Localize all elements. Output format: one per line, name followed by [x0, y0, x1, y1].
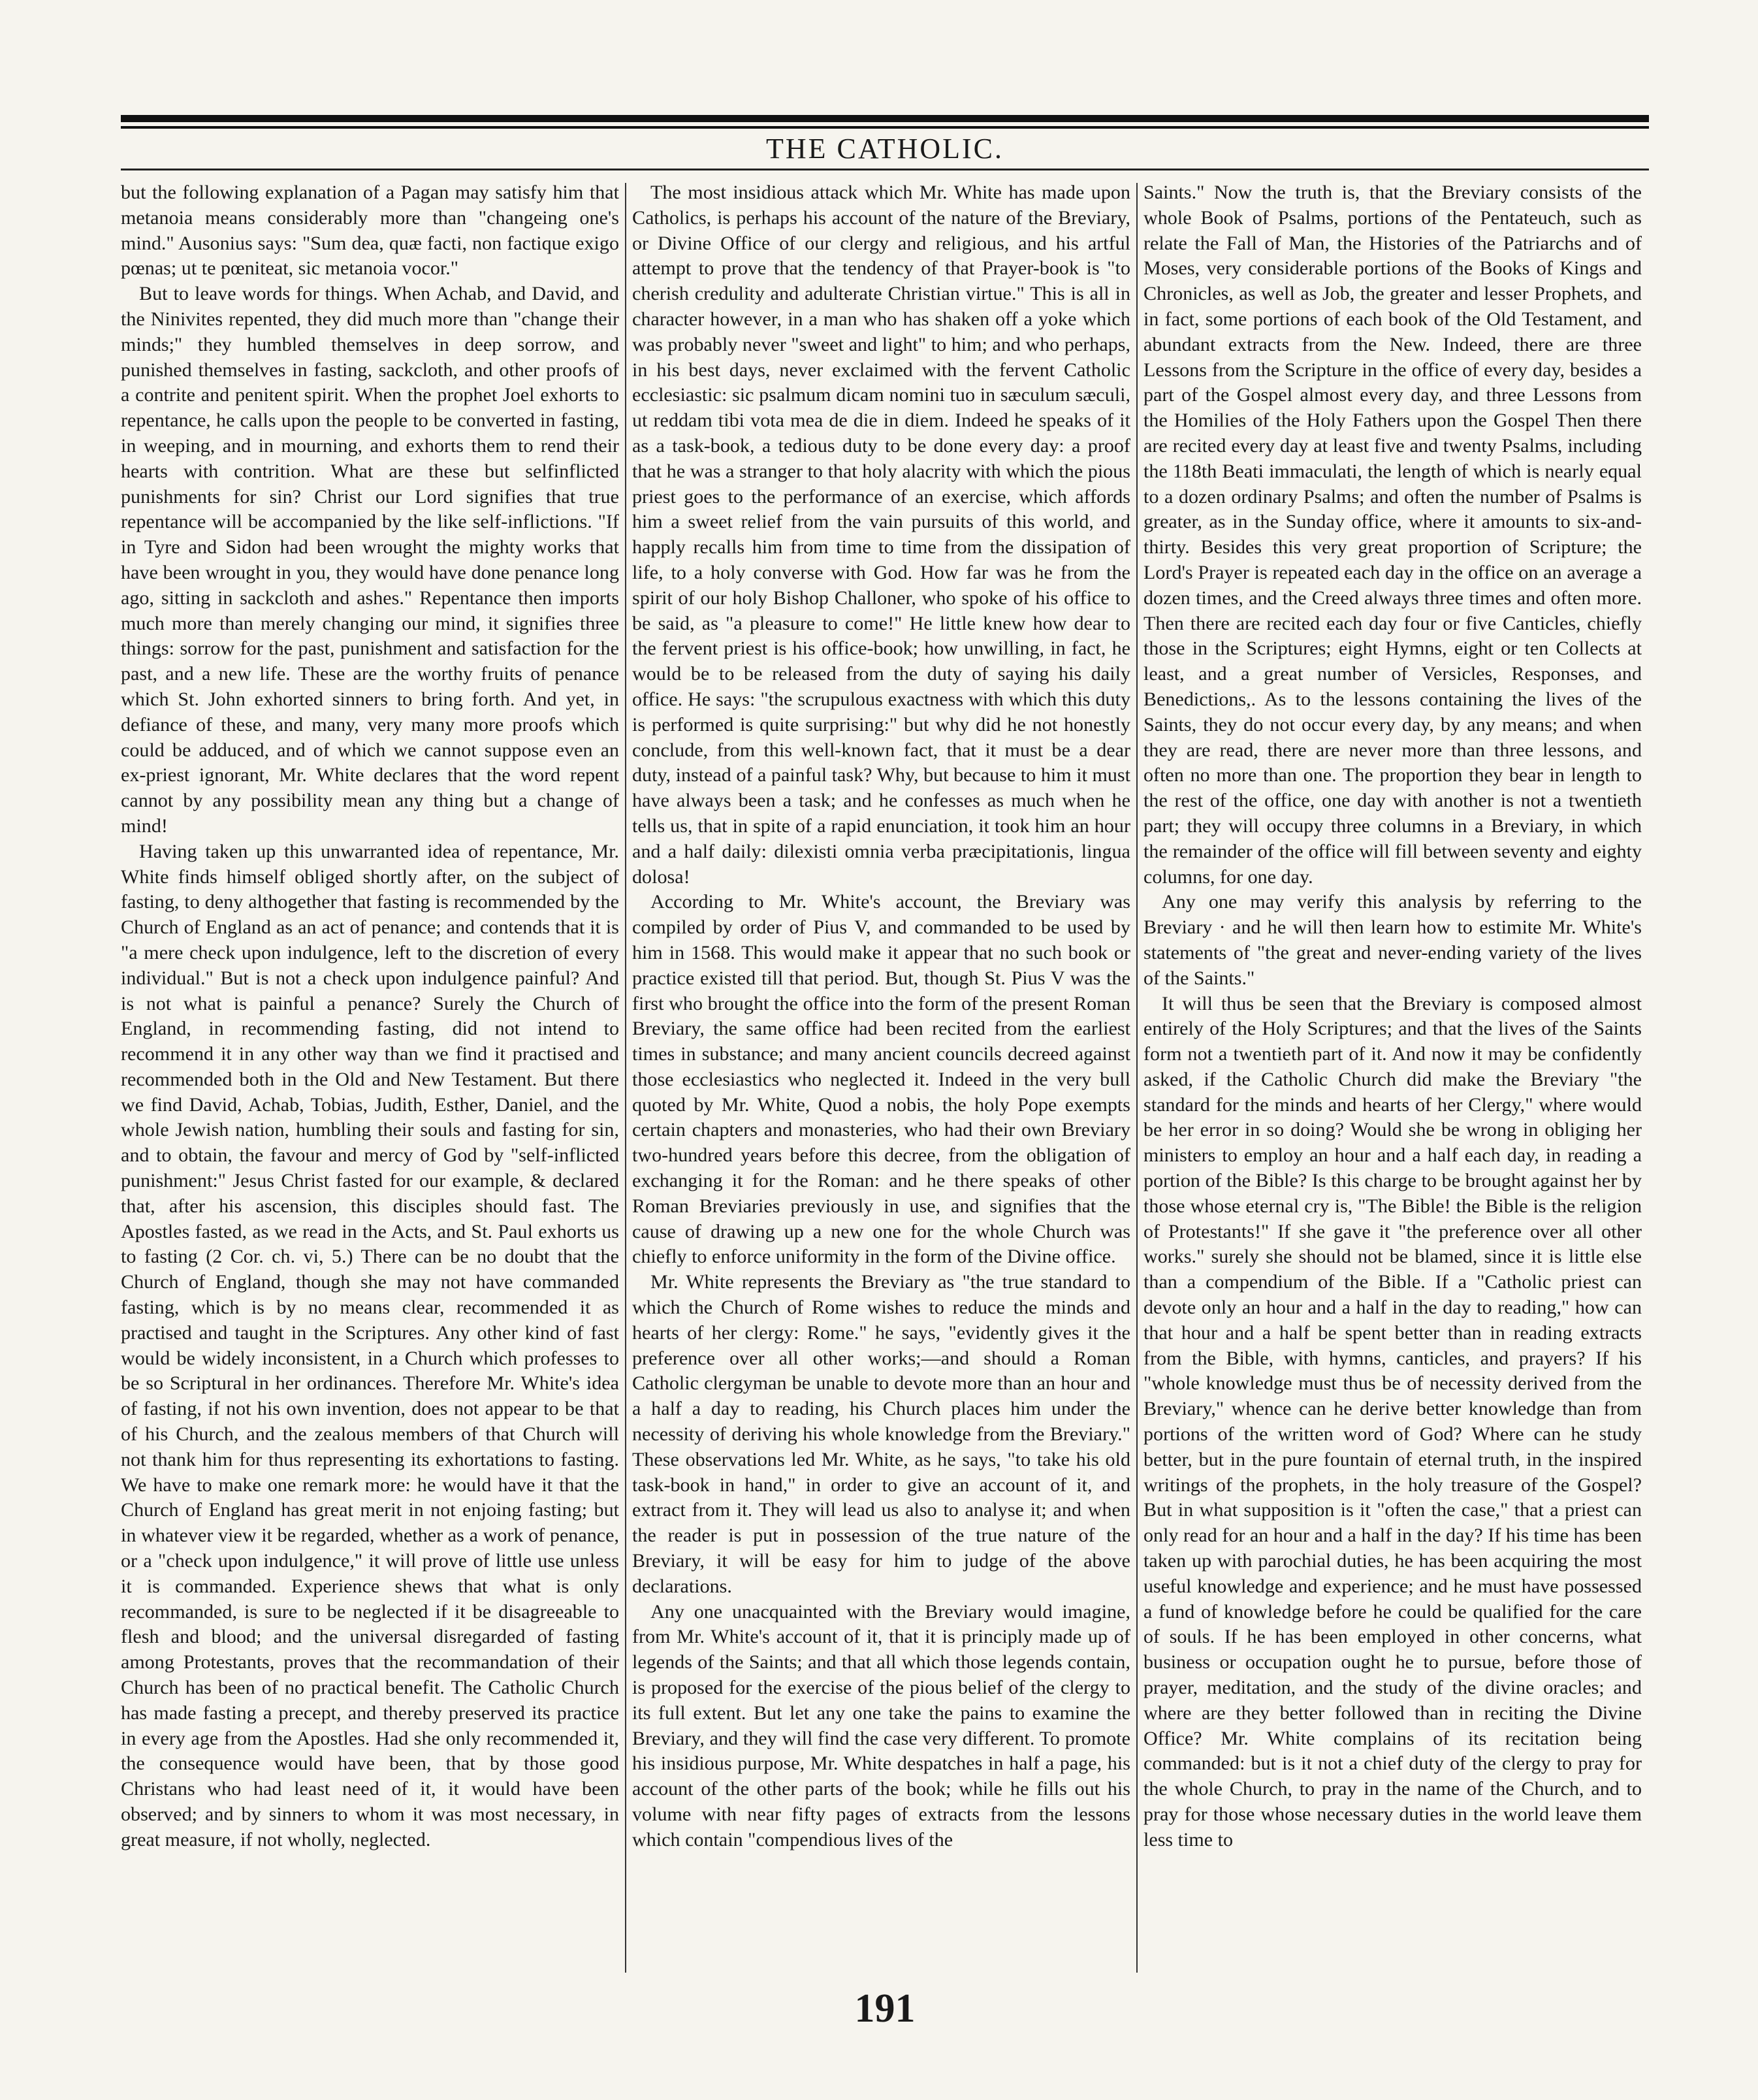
header-rule-lower	[121, 169, 1649, 170]
paragraph: But to leave words for things. When Achab, and David, and the Ninivites repented, they did much more than "change their minds;" they humbled themselves in deep sorrow, and punished themselves in fasting, sackcloth, and other proofs of a contrite and penitent spirit. When the prophet Joel exhorts to repentance, he calls upon the people to be converted in fasting, in weeping, and in mourning, and exhorts them to rend their hearts with contrition. What are these but selfinflicted punishments for sin? Christ our Lord signifies that true repentance will be accompanied by the like self-inflictions. "If in Tyre and Sidon had been wrought the mighty works that have been wrought in you, they would have done penance long ago, sitting in sackcloth and ashes." Repentance then imports much more than merely changing our mind, it signifies three things: sorrow for the past, punishment and satisfaction for the past, and a new life. These are the worthy fruits of penance which St. John exhorted sinners to bring forth. And yet, in defiance of these, and many, very many more proofs which could be adduced, and of which we cannot suppose even an ex-priest ignorant, Mr. White declares that the word repent cannot by any possibility mean any thing but a change of mind!	[121, 282, 619, 837]
paragraph: Saints." Now the truth is, that the Breviary consists of the whole Book of Psalms, portions of the Pentateuch, such as relate the Fall of Man, the Histories of the Patriarchs and of Moses, very considerable portions of the Books of Kings and Chronicles, as well as Job, the greater and lesser Prophets, and in fact, some portions of each book of the Old Testament, and abundant extracts from the New. Indeed, there are three Lessons from the Scripture in the office of every day, besides a part of the Gospel almost every day, and three Lessons from the Homilies of the Holy Fathers upon the Gospel Then there are recited every day at least five and twenty Psalms, including the 118th Beati immaculati, the length of which is nearly equal to a dozen ordinary Psalms; and often the number of Psalms is greater, as in the Sunday office, where it amounts to six-and-thirty. Besides this very great proportion of Scripture; the Lord's Prayer is repeated each day in the office on an average a dozen times, and the Creed always three times and often more. Then there are recited each day four or five Canticles, chiefly those in the Scriptures; eight Hymns, eight or ten Collects at least, and a great number of Versicles, Responses, and Benedictions,. As to the lessons containing the lives of the Saints, they do not occur every day, by any means; and when they are read, there are never more than three lessons, and often no more than one. The proportion they bear in length to the rest of the office, one day with another is not a twentieth part; they will occupy three columns in a Breviary, in which the remainder of the office will fill between seventy and eighty columns, for one day.	[1143, 181, 1642, 888]
column-middle	[632, 180, 1130, 1973]
column-left	[121, 180, 619, 1973]
paragraph: Any one may verify this analysis by referring to the Breviary · and he will then learn how to estimite Mr. White's statements of "the great and never-ending variety of the lives of the Saints."	[1143, 890, 1642, 989]
paragraph: It will thus be seen that the Breviary is composed almost entirely of the Holy Scriptures; and that the lives of the Saints form not a twentieth part of it. And now it may be confidently asked, if the Catholic Church did make the Breviary "the standard for the minds and hearts of her Clergy," where would be her error in so doing? Would she be wrong in obliging her ministers to employ an hour and a half each day, in reading a portion of the Bible? Is this charge to be brought against her by those whose eternal cry is, "The Bible! the Bible is the religion of Protestants!" If she gave it "the preference over all other works." surely she should not be blamed, since it is little else than a compendium of the Bible. If a "Catholic priest can devote only an hour and a half in the day to reading," how can that hour and a half be spent better than in reading extracts from the Bible, with hymns, canticles, and prayers? If his "whole knowledge must thus be of necessity derived from the Breviary," whence can he derive better knowledge than from portions of the written word of God? Where can he study better, but in the pure fountain of eternal truth, in the inspired writings of the prophets, in the holy treasure of the Gospel? But in what supposition is it "often the case," that a priest can only read for an hour and a half in the day? If his time has been taken up with parochial duties, he has been acquiring the most useful knowledge and experience; and he must have possessed a fund of knowledge before he could be qualified for the care of souls. If he has been employed in other concerns, what business or occupation ought he to pursue, before those of prayer, meditation, and the study of the divine oracles; and where are they better followed than in reciting the Divine Office? Mr. White complains of its recitation being commanded: but is it not a chief duty of the clergy to pray for the whole Church, to pray in the name of the Church, and to pray for those whose necessary duties in the world leave them less time to	[1143, 992, 1642, 1850]
paragraph: Mr. White represents the Breviary as "the true standard to which the Church of Rome wishes to reduce the minds and hearts of her clergy: Rome." he says, "evidently gives it the preference over all other works;—and should a Roman Catholic clergyman be unable to devote more than an hour and a half a day to reading, his Church places him under the necessity of deriving his whole knowledge from the Breviary." These observations led Mr. White, as he says, "to take his old task-book in hand," in order to give an account of it, and extract from it. They will lead us also to analyse it; and when the reader is put in possession of the true nature of the Breviary, it will be easy for him to judge of the above declarations.	[632, 1270, 1130, 1597]
paragraph: The most insidious attack which Mr. White has made upon Catholics, is perhaps his account of the nature of the Breviary, or Divine Office of our clergy and religious, and his artful attempt to prove that the tendency of that Prayer-book is "to cherish credulity and adulterate Christian virtue." This is all in character however, in a man who has shaken off a yoke which was probably never "sweet and light" to him; and who perhaps, in his best days, never exclaimed with the fervent Catholic ecclesiastic: sic psalmum dicam nomini tuo in sæculum sæculi, ut reddam tibi vota mea de die in diem. Indeed he speaks of it as a task-book, a tedious duty to be done every day: a proof that he was a stranger to that holy alacrity with which the pious priest goes to the performance of an exercise, which affords him a sweet relief from the vain pursuits of this world, and happly recalls him from time to time from the dissipation of life, to a holy converse with God. How far was he from the spirit of our holy Bishop Challoner, who spoke of his office to be said, as "a pleasure to come!" He little knew how dear to the fervent priest is his office-book; how unwilling, in fact, he would be to be released from the duty of saying his daily office. He says: "the scrupulous exactness with which this duty is performed is quite surprising:" but why did he not honestly conclude, from this well-known fact, that it must be a dear duty, instead of a painful task? Why, but because to him it must have always been a task; and he confesses as much when he tells us, that in spite of a rapid enunciation, it took him an hour and a half daily: dilexisti omnia verba præcipitationis, lingua dolosa!	[632, 181, 1130, 888]
header-rule-thin	[121, 126, 1649, 129]
paragraph: Having taken up this unwarranted idea of repentance, Mr. White finds himself obliged shortly after, on the subject of fasting, to deny althogether that fasting is recommended by the Church of England as an act of penance; and contends that it is "a mere check upon indulgence, left to the discretion of every individual." But is not a check upon indulgence painful? And is not what is painful a penance? Surely the Church of England, in recommending fasting, did not intend to recommend it in any other way than we find it practised and recommended both in the Old and New Testament. But there we find David, Achab, Tobias, Judith, Esther, Daniel, and the whole Jewish nation, humbling their souls and fasting for sin, and to obtain, the favour and mercy of God by "self-inflicted punishment:" Jesus Christ fasted for our example, & declared that, after his ascension, this disciples should fast. The Apostles fasted, as we read in the Acts, and St. Paul exhorts us to fasting (2 Cor. ch. vi, 5.) There can be no doubt that the Church of England, though she may not have commanded fasting, which is by no means clear, recommended it as practised and taught in the Scriptures. Any other kind of fast would be widely inconsistent, in a Church which professes to be so Scriptural in her ordinances. Therefore Mr. White's idea of fasting, if not his own invention, does not appear to be that of his Church, and the zealous members of that Church will not thank him for thus representing its exhortations to fasting. We have to make one remark more: he would have it that the Church of England has great merit in not enjoing fasting; but in whatever view it be regarded, whether as a work of penance, or a "check upon indulgence," it will prove of little use unless it is commanded. Experience shews that what is only recommanded, is sure to be neglected if it be disagreeable to flesh and blood; and the universal disregarded of fasting among Protestants, proves that the recommandation of their Church has been of no practical benefit. The Catholic Church has made fasting a precept, and thereby preserved its practice in every age from the Apostles. Had she only recommended it, the consequence would have been, that by those good Christans who had least need of it, it would have been observed; and by sinners to whom it was most necessary, in great measure, if not wholly, neglected.	[121, 839, 619, 1850]
column-divider	[1136, 183, 1138, 1973]
column-right	[1143, 180, 1642, 1973]
running-head: THE CATHOLIC.	[765, 133, 1004, 165]
column-divider	[625, 183, 626, 1973]
paragraph: According to Mr. White's account, the Breviary was compiled by order of Pius V, and commanded to be used by him in 1568. This would make it appear that no such book or practice existed till that period. But, though St. Pius V was the first who brought the office into the form of the present Roman Breviary, the same office had been recited from the earliest times in substance; and many ancient councils decreed against those ecclesiastics who neglected it. Indeed in the very bull quoted by Mr. White, Quod a nobis, the holy Pope exempts certain chapters and monasteries, who had their own Breviary two-hundred years before this decree, from the obligation of exchanging it for the Roman: and he there speaks of other Roman Breviaries previously in use, and signifies that the cause of drawing up a new one for the whole Church was chiefly to enforce uniformity in the form of the Divine office.	[632, 890, 1130, 1268]
page-number: 191	[854, 1986, 916, 2031]
header-rule-thick	[121, 115, 1649, 122]
paragraph: Any one unacquainted with the Breviary would imagine, from Mr. White's account of it, that it is principly made up of legends of the Saints; and that all which those legends contain, is proposed for the exercise of the pious belief of the clergy to its full extent. But let any one take the pains to examine the Breviary, and they will find the case very different. To promote his insidious purpose, Mr. White despatches in half a page, his account of the other parts of the book; while he fills out his volume with near fifty pages of extracts from the lessons which contain "compendious lives of the	[632, 1600, 1130, 1850]
paragraph: but the following explanation of a Pagan may satisfy him that metanoia means considerably more than "changeing one's mind." Ausonius says: "Sum dea, quæ facti, non factique exigo pœnas; ut te pœniteat, sic metanoia vocor."	[121, 181, 619, 280]
